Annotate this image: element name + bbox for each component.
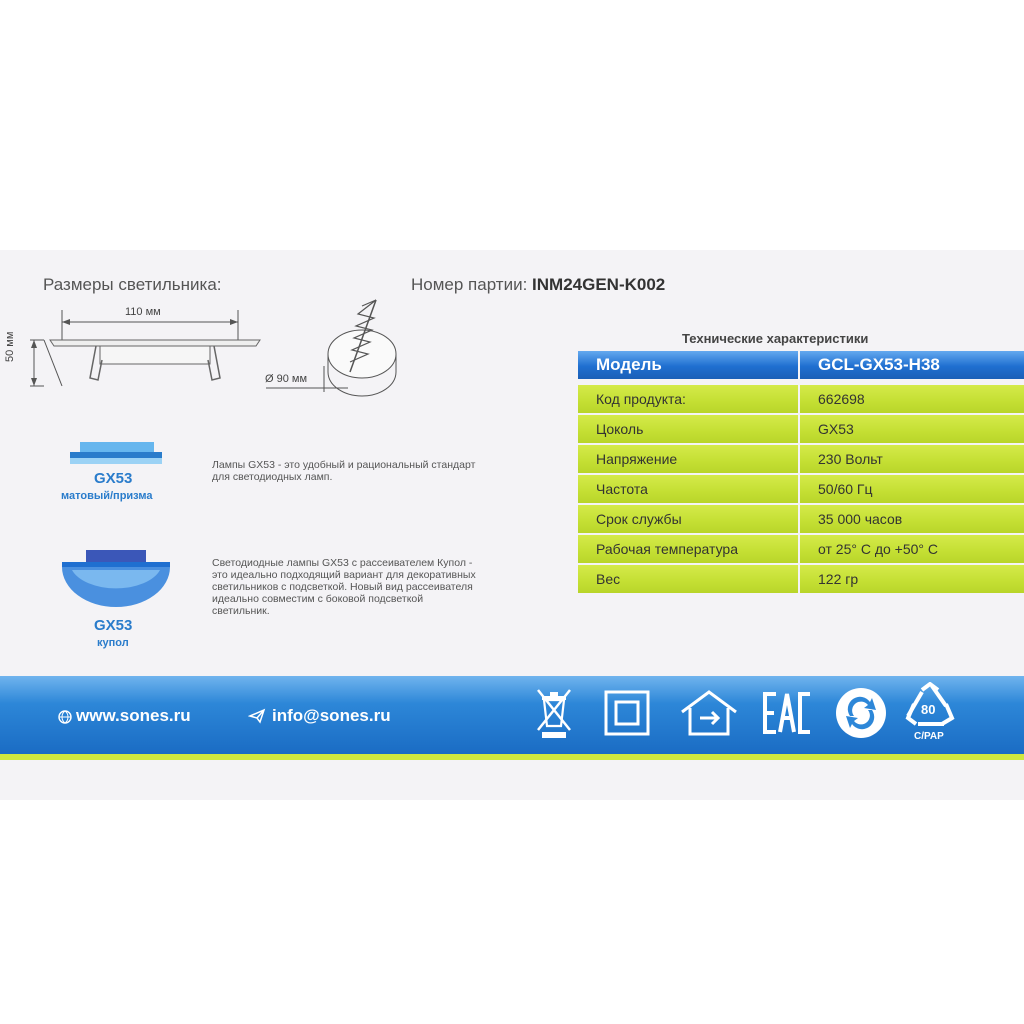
spec-value: 50/60 Гц xyxy=(800,475,1024,503)
website-link[interactable]: www.sones.ru xyxy=(76,706,191,725)
gx53-dome-lamp-icon xyxy=(58,548,174,612)
spec-value: 35 000 часов xyxy=(800,505,1024,533)
spec-label: Напряжение xyxy=(578,445,798,473)
spec-label: Частота xyxy=(578,475,798,503)
spec-value: 230 Вольт xyxy=(800,445,1024,473)
spec-value: 662698 xyxy=(800,385,1024,413)
eac-icon xyxy=(762,690,812,736)
envelope-icon xyxy=(248,708,268,724)
spec-row xyxy=(578,475,1024,503)
indoor-use-icon xyxy=(678,688,740,738)
spec-label: Рабочая температура xyxy=(578,535,798,563)
spec-row xyxy=(578,415,1024,443)
diameter-label: Ø 90 мм xyxy=(265,373,308,385)
recycle-code: C/PAP xyxy=(914,731,944,742)
lamp-type-2-description: Светодиодные лампы GX53 с рассеивателем Купол - это идеально подходящий вариант для декоративных светильников с подсветкой. Новый вид рассеивателя идеально совместим с боковой подсветкой светильник. xyxy=(212,557,476,617)
lamp-type-1-name: GX53 xyxy=(94,470,133,487)
lamp-type-1-description: Лампы GX53 - это удобный и рациональный стандарт для светодиодных ламп. xyxy=(212,459,476,483)
spec-label: Срок службы xyxy=(578,505,798,533)
batch-number xyxy=(411,275,665,295)
lamp-type-1-subtitle: матовый/призма xyxy=(61,490,153,502)
crossed-bin-icon xyxy=(534,686,574,740)
height-label: 50 мм xyxy=(4,331,16,362)
specs-header-row xyxy=(578,351,1024,379)
dimensions-title: Размеры светильника: xyxy=(43,275,222,294)
spec-label: Код продукта: xyxy=(578,385,798,413)
email-link[interactable]: info@sones.ru xyxy=(272,706,391,725)
spec-row xyxy=(578,505,1024,533)
spec-value: 122 гр xyxy=(800,565,1024,593)
lamp-type-2-subtitle: купол xyxy=(97,637,129,649)
spec-row xyxy=(578,445,1024,473)
batch-value: INM24GEN-K002 xyxy=(532,275,666,294)
recycle-circle-icon xyxy=(834,686,888,740)
spec-row xyxy=(578,565,1024,593)
double-insulation-icon xyxy=(604,690,650,736)
batch-label: Номер партии: xyxy=(411,275,528,294)
spec-label: Цоколь xyxy=(578,415,798,443)
spec-label: Вес xyxy=(578,565,798,593)
globe-icon xyxy=(58,710,72,724)
spec-value: GX53 xyxy=(800,415,1024,443)
spec-row xyxy=(578,535,1024,563)
footer-stripe xyxy=(0,754,1024,760)
specs-title: Технические характеристики xyxy=(682,331,869,346)
width-label: 110 мм xyxy=(125,306,161,318)
gx53-prism-lamp-icon xyxy=(62,440,170,474)
cutout-drawing xyxy=(258,292,408,402)
spec-value: от 25° С до +50° С xyxy=(800,535,1024,563)
specs-header-label: Модель xyxy=(578,351,798,379)
spec-row xyxy=(578,385,1024,413)
recycle-number: 80 xyxy=(921,702,936,717)
lamp-type-2-name: GX53 xyxy=(94,617,133,634)
specs-header-value: GCL-GX53-H38 xyxy=(800,351,1024,379)
